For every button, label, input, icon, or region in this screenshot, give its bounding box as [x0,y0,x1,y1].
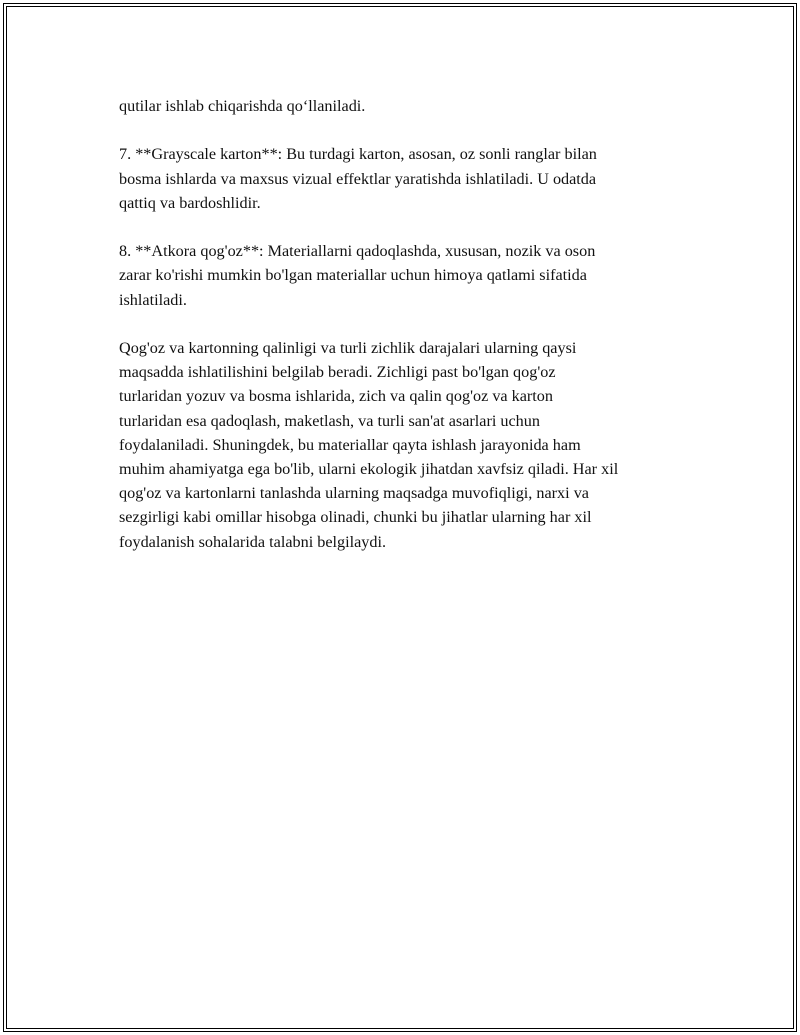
paragraph-item-8 [119,239,699,312]
text-line: maqsadda ishlatilishini belgilab beradi. Zichligi past bo'lgan qog'oz [119,363,556,382]
text-line: turlaridan esa qadoqlash, maketlash, va turli san'at asarlari uchun [119,411,540,430]
text-line: qattiq va bardoshlidir. [119,193,261,212]
text-line: zarar ko'rishi mumkin bo'lgan materiallar uchun himoya qatlami sifatida [119,266,587,285]
text-line: ishlatiladi. [119,290,187,309]
text-line: Qog'oz va kartonning qalinligi va turli zichlik darajalari ularning qaysi [119,338,577,357]
text-line: qutilar ishlab chiqarishda qo‘llaniladi. [119,97,366,115]
text-line: foydalaniladi. Shuningdek, bu materiallar qayta ishlash jarayonida ham [119,435,581,454]
text-line: 7. **Grayscale karton**: Bu turdagi karton, asosan, oz sonli ranglar bilan [119,145,597,164]
paragraph-continuation [119,94,699,118]
paragraph-summary [119,336,699,554]
text-line: sezgirligi kabi omillar hisobga olinadi, chunki bu jihatlar ularning har xil [119,508,592,527]
text-line: qog'oz va kartonlarni tanlashda ularning maqsadga muvofiqligi, narxi va [119,484,589,503]
text-line: bosma ishlarda va maxsus vizual effektlar yaratishda ishlatiladi. U odatda [119,169,597,188]
text-line: 8. **Atkora qog'oz**: Materiallarni qadoqlashda, xususan, nozik va oson [119,242,596,261]
text-line: foydalanish sohalarida talabni belgilaydi. [119,532,387,551]
document-page [3,3,797,1032]
text-line: muhim ahamiyatga ega bo'lib, ularni ekologik jihatdan xavfsiz qiladi. Har xil [119,460,619,478]
paragraph-item-7 [119,142,699,215]
text-line: turlaridan yozuv va bosma ishlarida, zich va qalin qog'oz va karton [119,387,553,406]
document-body [119,94,699,578]
